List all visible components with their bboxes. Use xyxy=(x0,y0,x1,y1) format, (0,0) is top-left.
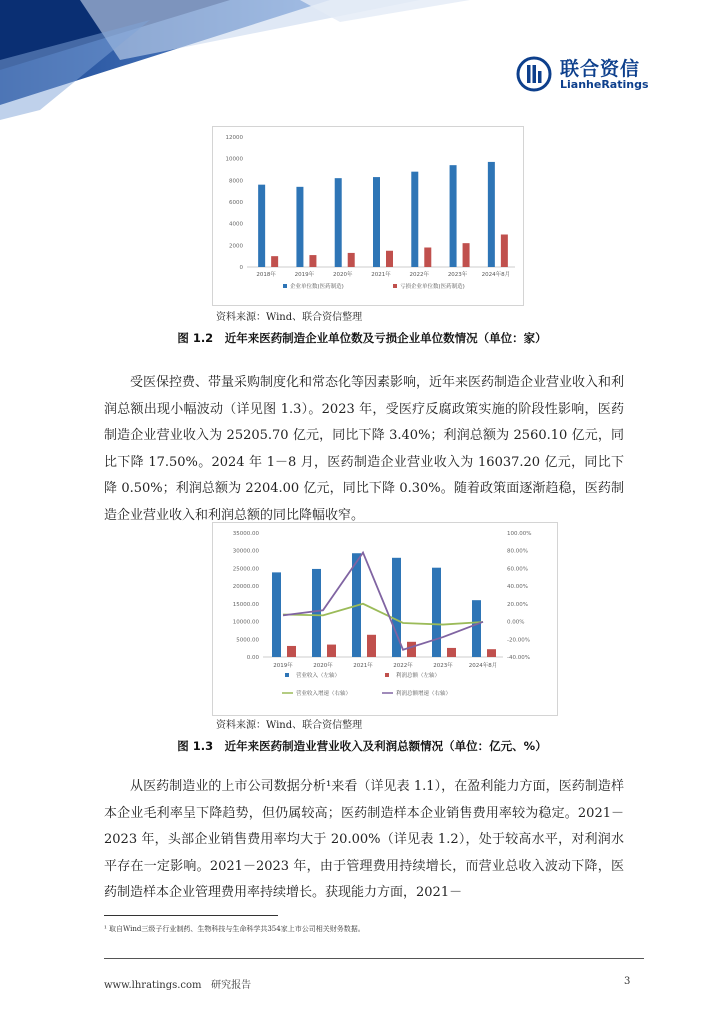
y-tick-label: 6000 xyxy=(229,200,243,206)
figure-1-3-svg xyxy=(213,523,557,715)
y-tick-label: 12000 xyxy=(225,135,243,141)
y-right-tick-label: 40.00% xyxy=(507,584,528,591)
y-left-tick-label: 20000.00 xyxy=(232,584,259,591)
x-tick-label: 2020年 xyxy=(332,272,353,278)
bar-loss-units xyxy=(271,256,278,267)
legend-swatch xyxy=(283,284,287,288)
y-left-tick-label: 30000.00 xyxy=(232,548,259,555)
figure-1-2-svg xyxy=(213,127,523,305)
x-tick-label: 2018年 xyxy=(256,272,276,278)
bar-units xyxy=(373,177,380,267)
bar-loss-units xyxy=(424,248,431,268)
y-right-tick-label: -20.00% xyxy=(507,637,530,644)
bar-profit xyxy=(327,645,336,657)
logo-mark-icon xyxy=(516,56,552,92)
y-left-tick-label: 35000.00 xyxy=(232,531,259,537)
logo-name-en: LianheRatings xyxy=(560,78,649,91)
figure-1-2-caption: 图 1.2 近年来医药制造企业单位数及亏损企业单位数情况（单位：家） xyxy=(177,331,547,345)
legend-swatch xyxy=(385,673,389,677)
legend-swatch xyxy=(285,673,289,677)
y-left-tick-label: 25000.00 xyxy=(232,566,259,573)
body-paragraph-2: 从医药制造业的上市公司数据分析¹来看（详见表 1.1），在盈利能力方面，医药制造样本企业毛利率呈下降趋势，但仍属较高；医药制造样本企业销售费用率较为稳定。2021－2023 年，头部企业销售费用率均大于 20.00%（详见表 1.2），处于较高水平，对利润水平存在一定影响。2021－2023 年，由于管理费用持续增长，而营业总收入波动下降，医药制造样本企业管理费用率持续增长。获现能力方面，2021－ xyxy=(104,779,624,900)
legend-label: 利润总额增速（右轴） xyxy=(396,691,452,697)
bar-loss-units xyxy=(501,235,508,268)
bar-profit xyxy=(447,648,456,657)
brand-logo xyxy=(516,52,696,96)
bar-units xyxy=(411,172,418,267)
x-tick-label: 2020年 xyxy=(313,663,333,669)
bar-loss-units xyxy=(309,255,316,267)
x-tick-label: 2021年 xyxy=(371,272,391,278)
y-left-tick-label: 10000.00 xyxy=(232,619,259,626)
y-left-tick-label: 5000.00 xyxy=(236,637,259,644)
bar-revenue xyxy=(472,600,481,657)
footer-left xyxy=(104,976,251,991)
x-tick-label: 2024年8月 xyxy=(468,663,498,669)
figure-1-3-chart xyxy=(212,522,558,716)
x-tick-label: 2022年 xyxy=(409,272,430,278)
legend-label: 营业收入（左轴） xyxy=(296,673,341,679)
bar-loss-units xyxy=(348,253,355,267)
page-number: 3 xyxy=(624,976,631,987)
y-tick-label: 0 xyxy=(239,265,243,271)
x-tick-label: 2021年 xyxy=(353,663,373,669)
bar-loss-units xyxy=(463,243,470,267)
figure-1-3-source: 资料来源：Wind、联合资信整理 xyxy=(216,720,363,731)
bar-profit xyxy=(367,635,376,657)
bar-revenue xyxy=(432,568,441,657)
y-right-tick-label: 0.00% xyxy=(507,619,525,626)
bar-profit xyxy=(407,642,416,657)
footer-doc-type: 研究报告 xyxy=(211,980,252,991)
figure-1-2-chart xyxy=(212,126,524,306)
bar-units xyxy=(296,187,303,267)
bar-profit xyxy=(487,649,496,657)
y-right-tick-label: -40.00% xyxy=(507,655,530,661)
y-tick-label: 2000 xyxy=(229,243,243,250)
y-right-tick-label: 100.00% xyxy=(507,531,532,537)
bar-units xyxy=(488,162,495,267)
x-tick-label: 2019年 xyxy=(273,663,293,669)
figure-1-3-caption: 图 1.3 近年来医药制造业营业收入及利润总额情况（单位：亿元、%） xyxy=(177,739,547,753)
y-tick-label: 10000 xyxy=(225,156,243,163)
y-tick-label: 8000 xyxy=(229,178,243,185)
legend-label: 利润总额（左轴） xyxy=(396,673,441,679)
bar-units xyxy=(450,165,457,267)
bar-loss-units xyxy=(386,251,393,267)
body-paragraph-1: 受医保控费、带量采购制度化和常态化等因素影响，近年来医药制造企业营业收入和利润总额出现小幅波动（详见图 1.3）。2023 年，受医疗反腐政策实施的阶段性影响，医药制造企业营业收入为 25205.70 亿元，同比下降 3.40%；利润总额为 2560.10 亿元，同比下降 17.50%。2024 年 1－8 月，医药制造企业营业收入为 16037.20 亿元，同比下降 0.50%；利润总额为 2204.00 亿元，同比下降 0.30%。随着政策面逐渐趋稳，医药制造企业营业收入和利润总额的同比降幅收窄。 xyxy=(104,375,625,523)
x-tick-label: 2023年 xyxy=(447,272,468,278)
x-tick-label: 2022年 xyxy=(393,663,413,669)
legend-label: 企业单位数(医药制造) xyxy=(290,284,344,290)
x-tick-label: 2024年8月 xyxy=(481,272,511,278)
footnote-divider xyxy=(104,915,278,916)
footnote: ¹ 取自Wind三级子行业制药、生物科技与生命科学共354家上市公司相关财务数据。 xyxy=(104,925,365,933)
legend-swatch xyxy=(393,284,397,288)
bar-units xyxy=(335,178,342,267)
logo-name-cn: 联合资信 xyxy=(560,58,641,80)
y-left-tick-label: 15000.00 xyxy=(232,601,259,608)
y-tick-label: 4000 xyxy=(229,221,243,228)
legend-label: 营业收入增速（右轴） xyxy=(296,691,352,697)
x-tick-label: 2019年 xyxy=(294,272,315,278)
bar-profit xyxy=(287,646,296,657)
footer-divider xyxy=(104,958,644,959)
figure-1-2-source: 资料来源：Wind、联合资信整理 xyxy=(216,312,363,323)
y-right-tick-label: 20.00% xyxy=(507,601,528,608)
bar-revenue xyxy=(272,572,281,657)
footer-website: www.lhratings.com xyxy=(104,980,202,991)
bar-units xyxy=(258,185,265,267)
y-right-tick-label: 80.00% xyxy=(507,548,528,555)
bar-revenue xyxy=(312,569,321,657)
legend-label: 亏损企业单位数(医药制造) xyxy=(400,284,465,290)
y-right-tick-label: 60.00% xyxy=(507,566,528,573)
x-tick-label: 2023年 xyxy=(433,663,453,669)
y-left-tick-label: 0.00 xyxy=(246,655,259,661)
